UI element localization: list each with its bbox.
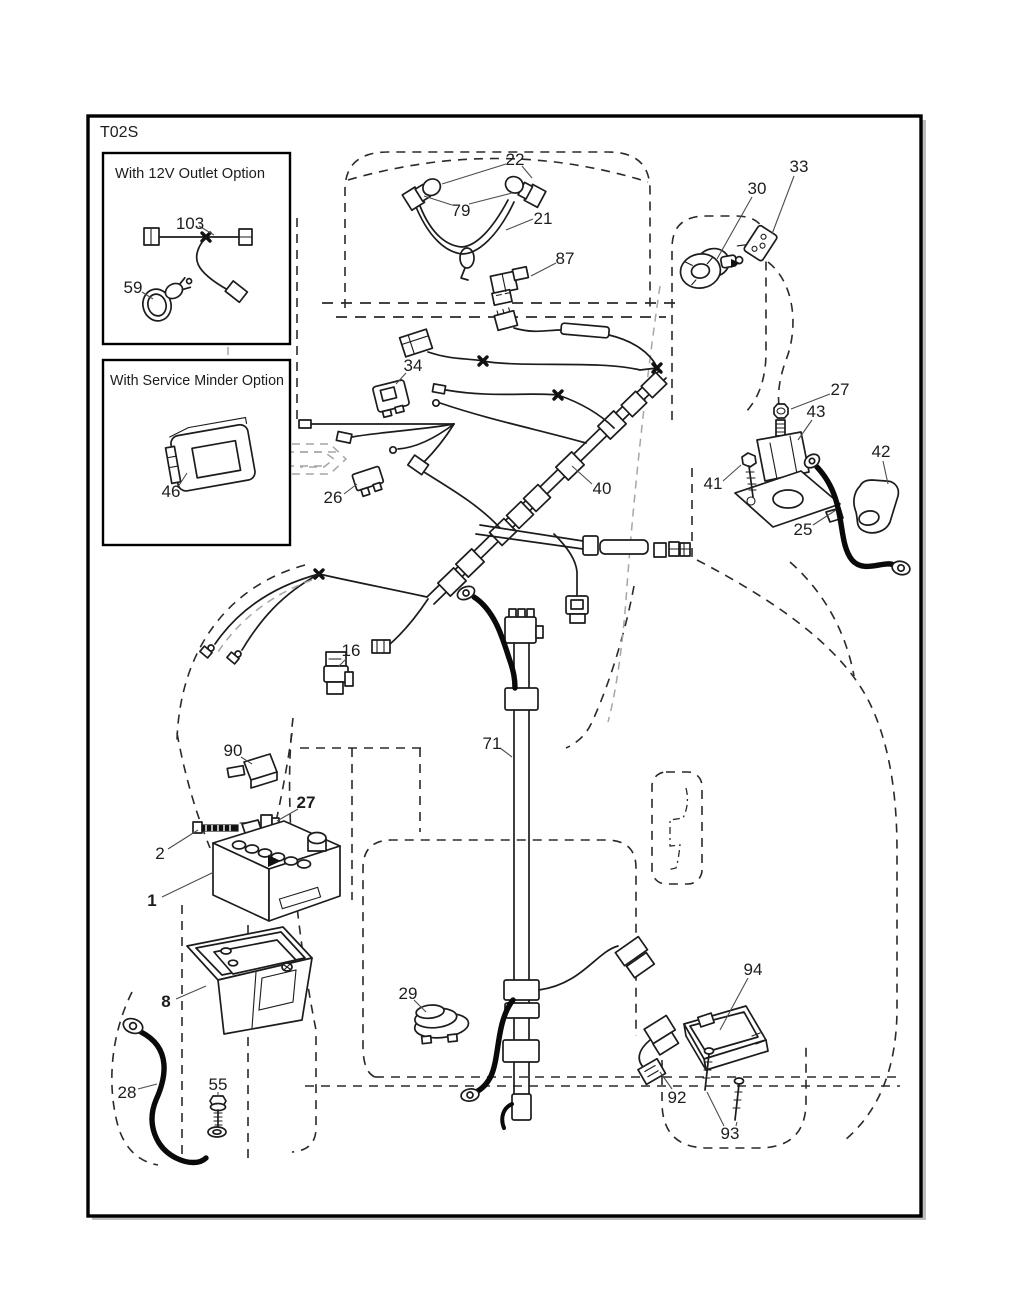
- inset-service-minder-title: With Service Minder Option: [110, 372, 284, 389]
- part-label-headlight-sockets: 79: [451, 201, 471, 220]
- part-label-interlock-switch: 16: [341, 641, 361, 660]
- part-label-connector-92: 92: [667, 1088, 687, 1107]
- part-label-battery-box: 8: [161, 992, 171, 1011]
- part-label-ignition-key: 33: [789, 157, 809, 176]
- part-label-battery-nut: 27: [296, 793, 316, 812]
- part-label-solenoid: 43: [806, 402, 826, 421]
- part-label-harness-71: 71: [482, 734, 502, 753]
- part-label-fuse: 26: [323, 488, 343, 507]
- solenoid-nut: [774, 404, 788, 418]
- inset-12v-outlet-title: With 12V Outlet Option: [115, 165, 265, 182]
- inset-service-minder: [103, 360, 290, 545]
- battery-post: [308, 833, 326, 852]
- part-label-screws-93: 93: [720, 1124, 740, 1143]
- part-label-connector-87: 87: [555, 249, 575, 268]
- part-label-switch-34: 34: [403, 356, 423, 375]
- part-label-main-harness: 40: [592, 479, 612, 498]
- part-label-outlet-harness: 103: [175, 214, 205, 233]
- part-label-terminal-boot: 42: [871, 442, 891, 461]
- part-label-solenoid-nut: 27: [830, 380, 850, 399]
- part-label-outlet-socket: 59: [123, 278, 143, 297]
- part-label-screw-55: 55: [208, 1075, 228, 1094]
- part-label-solenoid-bolt: 41: [703, 474, 723, 493]
- part-label-ignition-switch: 30: [747, 179, 767, 198]
- drawing-code: T02S: [100, 124, 139, 141]
- part-label-headlight-harness: 21: [533, 209, 553, 228]
- part-label-seat-switch: 29: [398, 984, 418, 1003]
- part-label-headlight-bulbs: 22: [505, 150, 525, 169]
- part-label-service-minder: 46: [161, 482, 181, 501]
- part-label-battery: 1: [147, 891, 157, 910]
- part-label-ground-cable: 28: [117, 1083, 137, 1102]
- part-label-connector-90: 90: [223, 741, 243, 760]
- part-label-battery-bolt: 2: [155, 844, 165, 863]
- part-label-module-94: 94: [743, 960, 763, 979]
- part-label-battery-cable: 25: [793, 520, 813, 539]
- inset-12v-outlet: [103, 153, 290, 344]
